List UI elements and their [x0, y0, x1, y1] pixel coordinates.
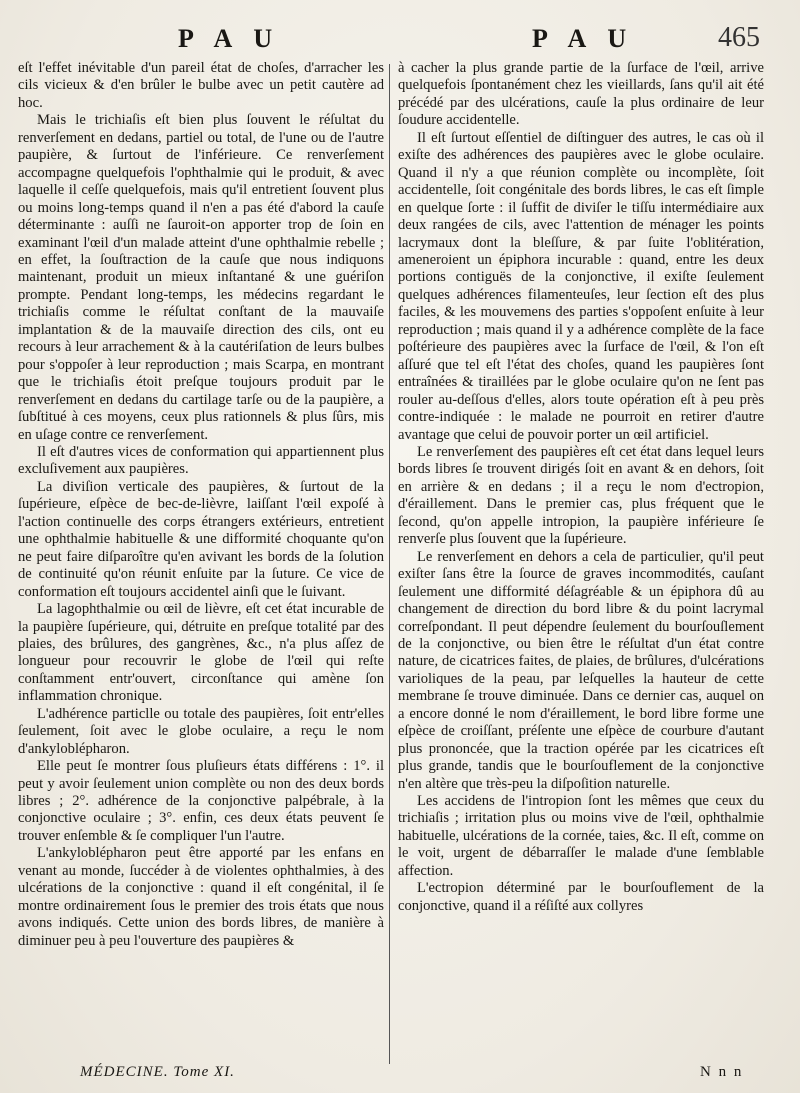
- running-head-left: P A U: [178, 24, 281, 53]
- paragraph: Le renverſement des paupières eſt cet état dans lequel leurs bords libres ſe trouvent dirigés ſoit en avant & en dehors, ſoit en arrière & en dedans ; il a reçu le nom d'ectropion, d'éraillement. Dans le premier cas, plus fréquent que le ſecond, qu'on appelle intropion, la paupière inférieure ſe renverſe plus ſouvent que la ſupérieure.: [398, 443, 764, 548]
- paragraph: Il eſt ſurtout eſſentiel de diſtinguer des autres, le cas où il exiſte des adhérences des paupières avec le globe oculaire. Quand il n'y a que réunion complète ou incomplète, ſoit accidentelle, ſoit congénitale des bords libres, le cas eſt ſimple en quelque ſorte : il ſuffit de diviſer le tiſſu intermédiaire aux deux rangées de cils, avec l'attention de ménager les points lacrymaux dont la bleſſure, & par ſuite l'oblitération, ameneroient un épiphora incurable : quand, entre les deux portions contiguës de la conjonctive, il exiſte ſeulement quelques adhérences filamenteuſes, leur ſection eſt des plus faciles, & les mouvemens des parties s'oppoſent enſuite à leur reproduction ; mais quand il y a adhérence complète de la face poſtérieure des paupières avec la ſurface de l'œil, & l'on eſt aſſuré que tel eſt l'état des choſes, quand les paupières ſont entraînées & tiraillées par le globe oculaire qu'on ne ſent pas rouler au-deſſous d'elles, alors toute opération eſt à peu près contre-indiquée : le malade ne pourroit en retirer d'autre avantage que celui de pouvoir porter un œil artificiel.: [398, 129, 764, 443]
- paragraph: Elle peut ſe montrer ſous pluſieurs états différens : 1°. il peut y avoir ſeulement union complète ou non des deux bords libres ; 2°. adhérence de la conjonctive palpébrale, à la conjonctive oculaire ; 3°. enfin, ces deux états peuvent ſe trouver enſemble & ſe compliquer l'un l'autre.: [18, 758, 384, 844]
- page-number: 465: [718, 22, 760, 53]
- paragraph: La diviſion verticale des paupières, & ſurtout de la ſupérieure, eſpèce de bec-de-lièvre, laiſſant l'œil expoſé à l'action continuelle des corps étrangers extérieurs, entretient une ophthalmie habituelle & une difformité choquante qu'on ne peut faire diſparoître qu'en avivant les bords de la ſolution de continuité qu'on réunit enſuite par la ſuture. Ce vice de conformation eſt toujours accidentel ainſi que le ſuivant.: [18, 478, 384, 600]
- paragraph: à cacher la plus grande partie de la ſurface de l'œil, arrive quelquefois ſpontanément chez les vieillards, ſans qu'il ait été précédé par des ulcérations, cauſe la plus ordinaire de leur ſoudure accidentelle.: [398, 60, 764, 129]
- signature-line: MÉDECINE. Tome XI.: [80, 1064, 235, 1080]
- signature-mark: N n n: [700, 1064, 744, 1080]
- running-header: [0, 18, 800, 58]
- column-rule: [389, 64, 390, 1064]
- paragraph: L'adhérence particlle ou totale des paupières, ſoit entr'elles ſeulement, ſoit avec le globe oculaire, a reçu le nom d'ankyloblépharon.: [18, 705, 384, 757]
- paragraph: L'ankyloblépharon peut être apporté par les enfans en venant au monde, ſuccéder à de violentes ophthalmies, à des ulcérations de la conjonctive : quand il eſt congénital, il ſe montre ordinairement ſous le premier des trois états que nous avons indiqués. Cette union des bords libres, de manière à diminuer peu à peu l'ouverture des paupières &: [18, 845, 384, 949]
- paragraph: Le renverſement en dehors a cela de particulier, qu'il peut exiſter ſans être la ſource de graves incommodités, cauſant ſeulement une difformité déſagréable & un épiphora dû au changement de direction du bord libre & du point lacrymal correſpondant. Il peut dépendre ſeulement du bourſouſlement de la conjonctive, ou bien être le réſultat d'un état contre nature, de cicatrices faites, de plaies, de brûlures, d'ulcérations varioliques de la peau, par leſquelles la hauteur de cette membrane ſe trouve diminuée. Dans ce dernier cas, auquel on a encore donné le nom d'éraillement, le bord libre forme une eſpèce de croiſſant, préſente une eſpèce de courbure d'autant plus prononcée, que la traction opérée par les cicatrices eſt plus grande, tandis que le bourſouflement de la conjonctive n'en altère que très-peu la diſpoſition naturelle.: [398, 548, 764, 792]
- paragraph: Mais le trichiaſis eſt bien plus ſouvent le réſultat du renverſement en dedans, partiel ou total, de l'une ou de l'autre paupière, & ſurtout de l'inférieure. Ce renverſement accompagne quelquefois l'ophthalmie qui le produit, & avec laquelle il ceſſe quelquefois, mais qu'il entretient ſouvent plus ou moins long-temps quand il n'en a pas été d'abord la cauſe déterminante : auſſi ne ſauroit-on apporter trop de ſoin en examinant l'œil d'un malade atteint d'une ophthalmie rebelle ; en effet, la ſouſtraction de la cauſe que nous indiquons maintenant, produit un mieux inſtantané & une guériſon prompte. Pendant long-temps, les médecins regardant le trichiaſis comme le réſultat conſtant de la mauvaiſe implantation & de la mauvaiſe direction des cils, ont eu recours à leur arrachement & à la cautériſation de leurs bulbes pour s'oppoſer à leur reproduction ; mais Scarpa, en montrant que le trichiaſis étoit preſque toujours produit par le renverſement en dedans du cartilage tarſe ou de la paupière, a ſubſtitué à ces moyens, ceux plus rationnels & plus ſûrs, mis en uſage contre ce renverſement.: [18, 112, 384, 443]
- paragraph: L'ectropion déterminé par le bourſouflement de la conjonctive, quand il a réſiſté aux collyres: [398, 880, 764, 914]
- paragraph: eſt l'effet inévitable d'un pareil état de choſes, d'arracher les cils vicieux & d'en brûler le bulbe avec un petit cautère ad hoc.: [18, 60, 384, 111]
- right-column: [398, 60, 764, 915]
- paragraph: La lagophthalmie ou œil de lièvre, eſt cet état incurable de la paupière ſupérieure, qui, détruite en preſque totalité par des plaies, des brûlures, des gangrènes, &c., n'a plus aſſez de longueur pour recouvrir le globe de l'œil qui reſte conſtamment entr'ouvert, circonſtance qui amène ſon inflammation chronique.: [18, 601, 384, 705]
- paragraph: Il eſt d'autres vices de conformation qui appartiennent plus excluſivement aux paupières.: [18, 443, 384, 478]
- running-head-right: P A U: [532, 24, 635, 53]
- paragraph: Les accidens de l'intropion ſont les mêmes que ceux du trichiaſis ; irritation plus ou moins vive de l'œil, ophthalmie habituelle, ulcérations de la cornée, taies, &c. Il eſt, comme on le voit, urgent de débarraſſer le malade d'une ſemblable affection.: [398, 793, 764, 879]
- left-column: [18, 60, 384, 950]
